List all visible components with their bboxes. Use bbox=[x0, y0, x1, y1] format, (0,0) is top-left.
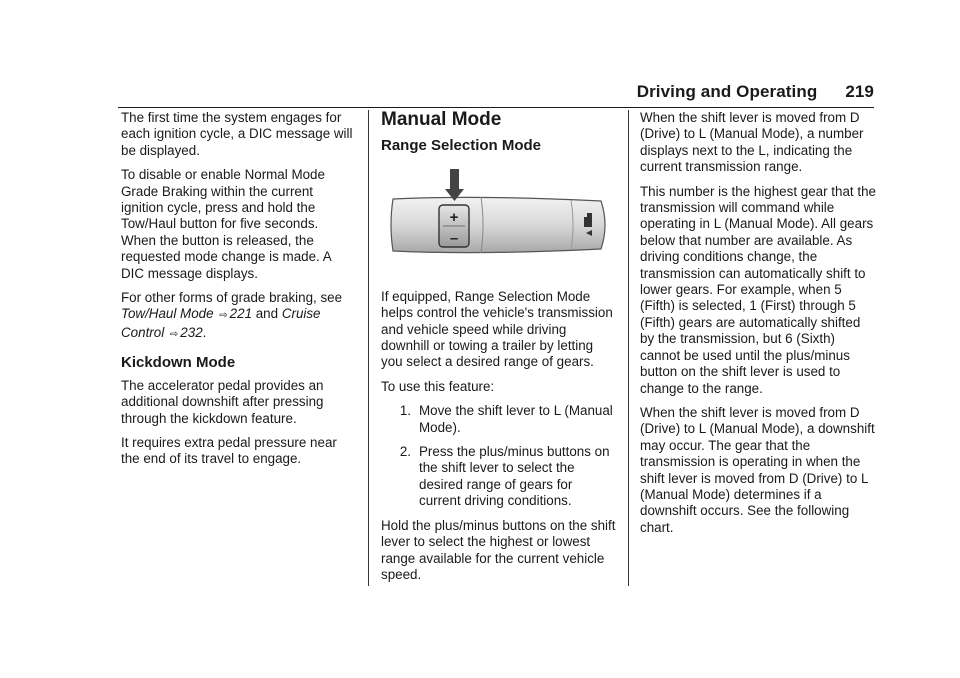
step-text: Press the plus/minus buttons on the shift lever to select the desired range of gears for current driving conditions. bbox=[419, 444, 610, 509]
text: and bbox=[252, 306, 282, 322]
paragraph: This number is the highest gear that the transmission will command while operating in L (Manual Mode). All gears below that number are available. As driving conditions change, the transmission can automatically shift to lower gears. For example, when 5 (Fifth) is selected, 1 (First) through 5 (Fifth) gears are automatically shifted by the transmission, but 6 (Sixth) cannot be used until the plus/minus button on the shift lever is used to change to the range. bbox=[640, 183, 876, 396]
shift-lever-illustration bbox=[381, 165, 616, 275]
paragraph-references bbox=[121, 290, 353, 343]
column-2 bbox=[381, 110, 616, 591]
page-number: 219 bbox=[845, 82, 874, 101]
column-divider-1 bbox=[368, 110, 369, 586]
reference-page: 221 bbox=[229, 306, 253, 322]
reference-title: Tow/Haul Mode bbox=[121, 306, 214, 322]
reference-title: Cruise Control bbox=[121, 306, 321, 340]
header-rule bbox=[118, 107, 874, 108]
column-divider-2 bbox=[628, 110, 629, 586]
paragraph: When the shift lever is moved from D (Drive) to L (Manual Mode), a number displays next to the L, indicating the current transmission range. bbox=[640, 110, 864, 175]
page-ref-arrow-icon: ⇨ bbox=[219, 310, 228, 322]
paragraph: The first time the system engages for each ignition cycle, a DIC message will be displayed. bbox=[121, 110, 353, 158]
column-3 bbox=[640, 110, 876, 544]
paragraph: It requires extra pedal pressure near the end of its travel to engage. bbox=[121, 434, 337, 467]
down-arrow-icon bbox=[450, 169, 459, 191]
page-ref-arrow-icon: ⇨ bbox=[169, 328, 179, 340]
step-text: Move the shift lever to L (Manual Mode). bbox=[419, 403, 613, 435]
paragraph: To use this feature: bbox=[381, 378, 495, 394]
shift-lever-figure bbox=[381, 165, 616, 275]
text: . bbox=[202, 324, 207, 340]
section-title: Driving and Operating bbox=[636, 82, 818, 101]
paragraph: When the shift lever is moved from D (Drive) to L (Manual Mode), a downshift may occur. The gear that the transmission is operating in when the shift lever is moved from D (Drive) to L (Manual Mode) determines if a downshift occurs. See the following chart. bbox=[640, 404, 875, 535]
list-item bbox=[381, 444, 616, 510]
paragraph: To disable or enable Normal Mode Grade Braking within the current ignition cycle, press and hold the Tow/Haul button for five seconds. When the button is released, the requested mode change is made. A DIC message displays. bbox=[121, 167, 331, 281]
lock-button-icon bbox=[587, 213, 592, 227]
column-1 bbox=[121, 110, 353, 476]
paragraph: The accelerator pedal provides an additional downshift after pressing through the kickdown feature. bbox=[121, 377, 324, 426]
steps-list bbox=[381, 403, 616, 509]
list-item bbox=[381, 403, 616, 436]
paragraph: If equipped, Range Selection Mode helps control the vehicle's transmission and vehicle speed while driving downhill or towing a trailer by letting you select a desired range of gears. bbox=[381, 288, 613, 370]
kickdown-heading: Kickdown Mode bbox=[121, 354, 236, 372]
plus-icon: + bbox=[449, 208, 459, 226]
manual-mode-heading: Manual Mode bbox=[381, 109, 502, 130]
range-selection-heading: Range Selection Mode bbox=[381, 137, 542, 155]
step-number: 2. bbox=[399, 444, 411, 460]
paragraph: Hold the plus/minus buttons on the shift lever to select the highest or lowest range available for the current vehicle speed. bbox=[381, 517, 616, 582]
reference-link-tow-haul[interactable] bbox=[121, 306, 252, 321]
page-header bbox=[637, 82, 874, 102]
minus-icon: – bbox=[449, 229, 459, 247]
text: For other forms of grade braking, see bbox=[121, 290, 343, 306]
step-number: 1. bbox=[399, 403, 411, 419]
reference-page: 232 bbox=[180, 324, 203, 340]
